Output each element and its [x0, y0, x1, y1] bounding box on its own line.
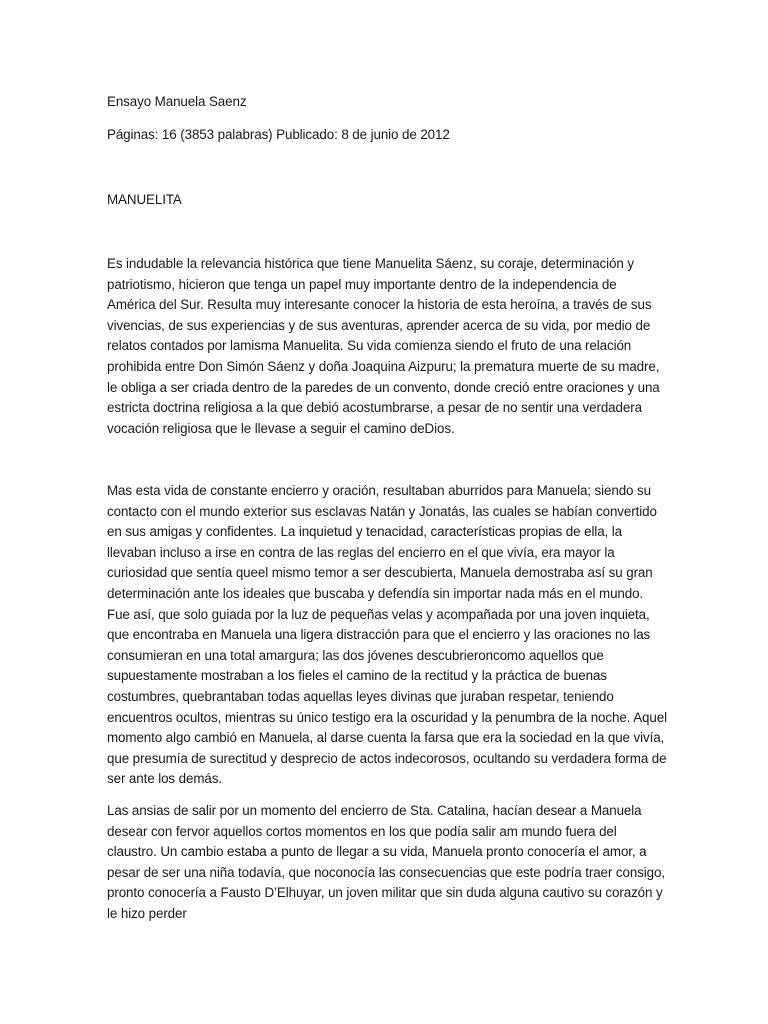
document-metadata: Páginas: 16 (3853 palabras) Publicado: 8 de junio de 2012: [107, 127, 450, 142]
paragraph-2: Mas esta vida de constante encierro y oración, resultaban aburridos para Manuela; siendo su contacto con el mundo exterior sus esclavas Natán y Jonatás, las cuales se habían convertido en sus amigas y confidentes. La inquietud y tenacidad, características propias de ella, la llevaban incluso a irse en contra de las reglas del encierro en el que vivía, era mayor la curiosidad que sentía queel mismo temor a ser descubierta, Manuela demostraba así su gran determinación ante los ideales que buscaba y defendía sin importar nada más en el mundo. Fue así, que solo guiada por la luz de pequeñas velas y acompañada por una joven inquieta, que encontraba en Manuela una ligera distracción para que el encierro y las oraciones no las consumieran en una total amargura; las dos jóvenes descubrieroncomo aquellos que supuestamente mostraban a los fieles el camino de la rectitud y la práctica de buenas costumbres, quebrantaban todas aquellas leyes divinas que juraban respetar, teniendo encuentros ocultos, mientras su único testigo era la oscuridad y la penumbra de la noche. Aquel momento algo cambió en Manuela, al darse cuenta la farsa que era la sociedad en la que vivía, que presumía de surectitud y desprecio de actos indecorosos, ocultando su verdadera forma de ser ante los demás.: [107, 483, 667, 787]
section-heading: MANUELITA: [107, 192, 182, 207]
document-title: Ensayo Manuela Saenz: [107, 94, 247, 109]
paragraph-1: Es indudable la relevancia histórica que tiene Manuelita Sáenz, su coraje, determinación y patriotismo, hicieron que tenga un papel muy importante dentro de la independencia de América del Sur. Resulta muy interesante conocer la historia de esta heroína, a través de sus vivencias, de sus experiencias y de sus aventuras, aprender acerca de su vida, por medio de relatos contados por lamisma Manuelita. Su vida comienza siendo el fruto de una relación prohibida entre Don Simón Sáenz y doña Joaquina Aizpuru; la prematura muerte de su madre, le obliga a ser criada dentro de la paredes de un convento, donde creció entre oraciones y una estricta doctrina religiosa a la que debió acostumbrarse, a pesar de no sentir una verdadera vocación religiosa que le llevase a seguir el camino deDios.: [107, 256, 660, 436]
paragraph-3: Las ansias de salir por un momento del encierro de Sta. Catalina, hacían desear a Manuela desear con fervor aquellos cortos momentos en los que podía salir am mundo fuera del claustro. Un cambio estaba a punto de llegar a su vida, Manuela pronto conocería el amor, a pesar de ser una niña todavía, que noconocía las consecuencias que este podría traer consigo, pronto conocería a Fausto D’Elhuyar, un joven militar que sin duda alguna cautivo su corazón y le hizo perder: [107, 803, 665, 921]
